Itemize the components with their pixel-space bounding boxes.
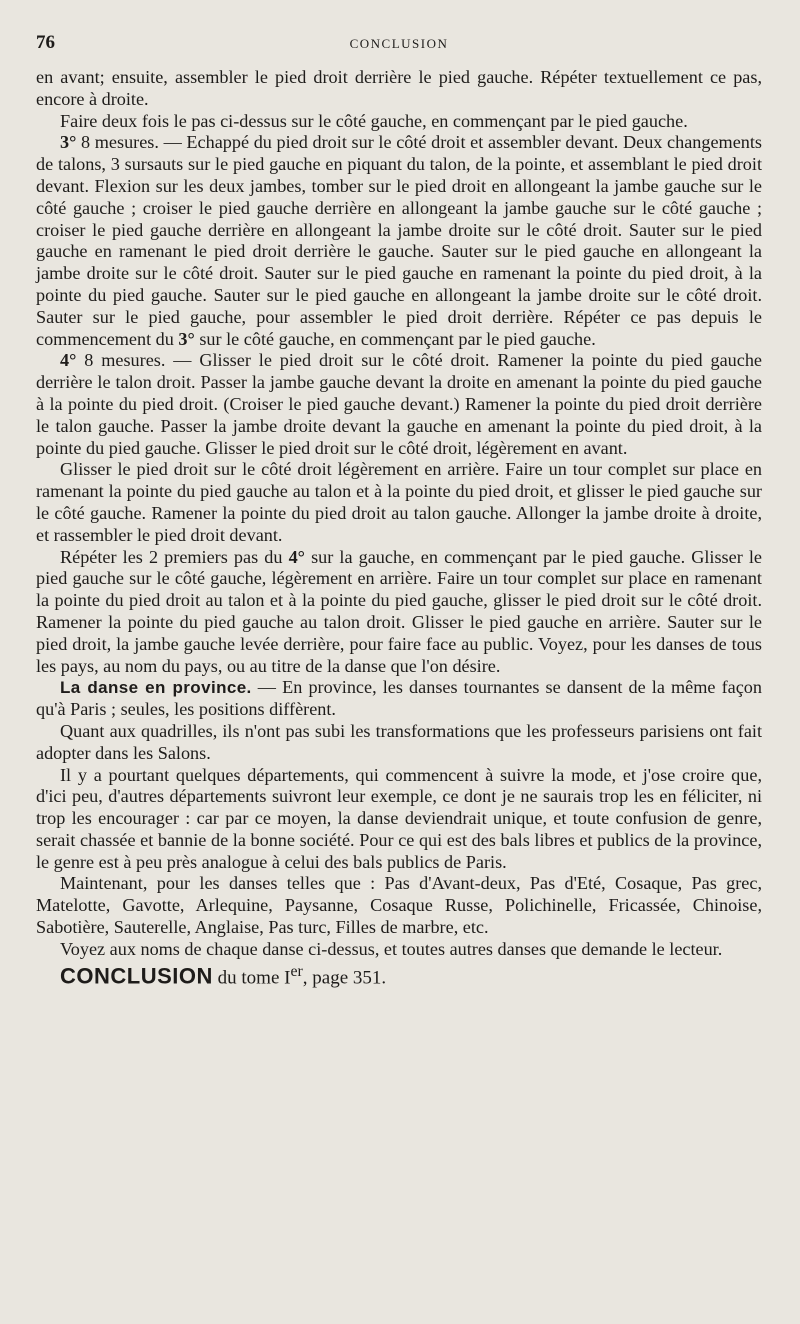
conclusion-superscript: er [290,962,303,980]
paragraph-continuation [36,67,762,111]
conclusion-line [36,961,762,989]
step-reference: 4° [288,546,305,567]
paragraph-text: Quant aux quadrilles, ils n'ont pas subi les transformations que les professeurs parisiens ont fait adopter dans les Salons. [36,720,762,763]
paragraph-text: Maintenant, pour les danses telles que : Pas d'Avant-deux, Pas d'Eté, Cosaque, Pas grec, Matelotte, Gavotte, Arlequine, Paysanne, Cosaque Russe, Polichinelle, Fricassée, Chinoise, Sabotière, Sauterelle, Anglaise, Pas turc, Filles de marbre, etc. [36,873,762,938]
paragraph-text: 8 mesures. — Echappé du pied droit sur le côté droit et assembler devant. Deux changements de talons, 3 sursauts sur le pied gauche en piquant du talon, de la pointe, et assemblant le pied droit devant. Flexion sur les deux jambes, tomber sur le pied droit en allongeant la jambe gauche sur le côté gauche ; croiser le pied gauche derrière en allongeant la jambe gauche sur le côté gauche ; croiser le pied gauche derrière en allongeant la jambe droite sur le côté droit. Sauter sur le pied gauche en ramenant le pied droit derrière le gauche. Sauter sur le pied gauche en allongeant la jambe droite sur le côté droit. Sauter sur le pied gauche en ramenant la pointe du pied droit, à la pointe du pied gauche. Sauter sur le pied gauche en allongeant la jambe droite sur le côté droit. Sauter sur le pied gauche, pour assembler le pied droit derrière. Répéter ce pas depuis le commencement du [36,132,762,349]
paragraph-text: Glisser le pied droit sur le côté droit légèrement en arrière. Faire un tour complet sur place en ramenant la pointe du pied gauche au talon et à la pointe du pied droit, et glisser le pied gauche sur le côté gauche. Ramener la pointe du pied droit au talon gauche. Allonger la jambe droite à droite, et rassembler le pied droit devant. [36,459,762,545]
step-number: 4° [60,350,77,371]
paragraph-province [36,677,762,721]
paragraph-text: Voyez aux noms de chaque danse ci-dessus, et toutes autres danses que demande le lecteur. [60,938,723,959]
paragraph [36,939,762,961]
paragraph-text: sur la gauche, en commençant par le pied gauche. Glisser le pied gauche sur le côté gauche, légèrement en arrière. Faire un tour complet sur place en ramenant la pointe du pied droit au talon et à la pointe du pied gauche, glisser le pied droit sur le côté droit. Ramener la pointe du pied gauche au talon droit. Glisser le pied gauche en arrière. Sauter sur le pied droit, la jambe gauche levée derrière, pour faire face au public. Voyez, pour les danses de tous les pays, au nom du pays, ou au titre de la danse que l'on désire. [36,546,762,676]
paragraph [36,765,762,874]
paragraph-text: sur le côté gauche, en commençant par le pied gauche. [194,328,596,349]
paragraph [36,721,762,765]
step-number: 3° [60,132,77,153]
paragraph-step-4 [36,350,762,459]
section-title: La danse en province. [60,678,252,698]
paragraph-text: — En province, les danses tournantes se dansent de la même façon qu'à Paris ; seules, les positions diffèrent. [36,677,762,720]
paragraph-text: en avant; ensuite, assembler le pied droit derrière le pied gauche. Répéter textuellement ce pas, encore à droite. [36,67,762,109]
paragraph [36,459,762,546]
paragraph-step-3 [36,132,762,350]
conclusion-text: , page 351. [302,967,387,988]
paragraph-text: Répéter les 2 premiers pas du [60,546,289,567]
paragraph [36,547,762,678]
paragraph-text: 8 mesures. — Glisser le pied droit sur le côté droit. Ramener la pointe du pied gauche derrière le talon droit. Passer la jambe gauche devant la droite en amenant la pointe du pied gauche à la pointe du pied droit. (Croiser le pied gauche devant.) Ramener la pointe du pied droit derrière le talon gauche. Passer la jambe droite devant la gauche en amenant la pointe du pied droit, à la pointe du pied gauche. Glisser le pied droit sur le côté droit, légèrement en avant. [36,350,762,458]
step-reference: 3° [178,328,195,349]
page-header [36,30,762,57]
page-body [36,67,762,989]
paragraph-text: Il y a pourtant quelques départements, qui commencent à suivre la mode, et j'ose croire que, d'ici peu, d'autres départements suivront leur exemple, ce dont je ne saurais trop les en féliciter, ni trop les encourager : car par ce moyen, la danse deviendrait unique, et toute confusion de genre, serait chassée et bannie de la bonne société. Pour ce qui est des bals libres et publics de la province, le genre est à peu près analogue à celui des bals publics de Paris. [36,764,762,872]
conclusion-text: du tome I [212,967,291,988]
running-head: CONCLUSION [349,36,449,51]
page-number: 76 [36,32,55,53]
conclusion-heading: CONCLUSION [60,963,213,988]
paragraph [36,111,762,133]
paragraph [36,873,762,938]
paragraph-text: Faire deux fois le pas ci-dessus sur le côté gauche, en commençant par le pied gauche. [60,110,688,131]
